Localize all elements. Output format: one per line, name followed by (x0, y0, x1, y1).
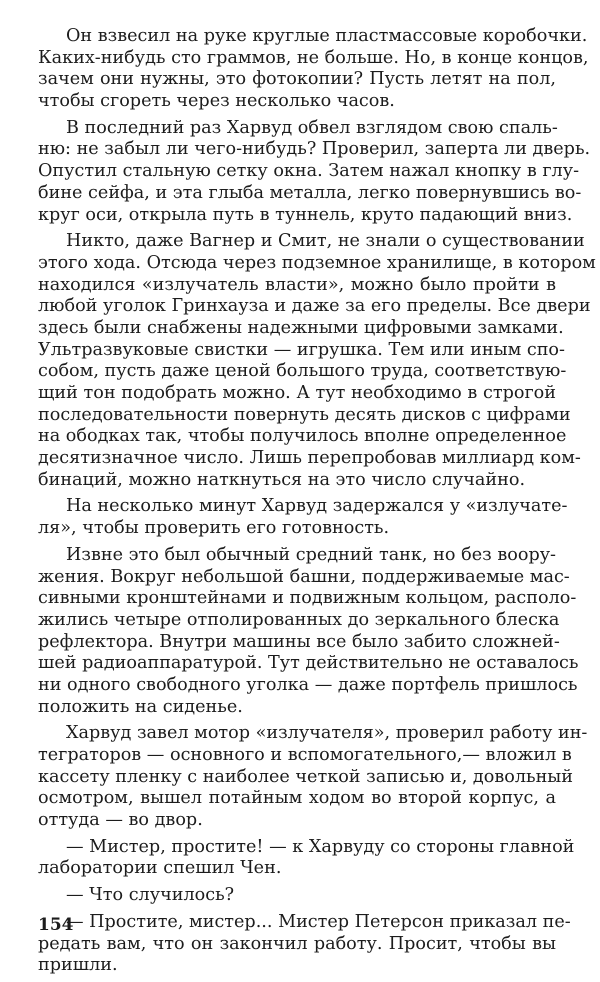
text-line: круг оси, открыла путь в туннель, круто падающий вниз. (38, 204, 573, 225)
text-line: Он взвесил на руке круглые пластмассовые коробочки. (66, 26, 588, 46)
paragraph (38, 885, 556, 907)
text-line: теграторов — основного и вспомогательного,— вложил в (38, 745, 572, 765)
text-line: редать вам, что он закончил работу. Просит, чтобы вы (38, 933, 556, 954)
text-line: на ободках так, чтобы получилось вполне определенное (38, 426, 567, 447)
text-line: В последний раз Харвуд обвел взглядом свою спаль- (66, 117, 558, 138)
text-line: собом, пусть даже ценой большого труда, соответствую- (38, 361, 567, 382)
text-line: сивными кронштейнами и подвижным кольцом, располо- (38, 588, 577, 609)
text-line: жения. Вокруг небольшой башни, поддерживаемые мас- (38, 566, 570, 587)
paragraph (38, 26, 589, 113)
text-line: бинаций, можно наткнуться на это число случайно. (38, 469, 526, 490)
paragraph (38, 723, 588, 831)
text-line: бине сейфа, и эта глыба металла, легко повернувшись во- (38, 182, 582, 203)
book-page-text (38, 26, 596, 982)
text-line: лаборатории спешил Чен. (38, 858, 282, 879)
paragraph (38, 544, 579, 719)
paragraph (38, 836, 575, 880)
text-line: Харвуд завел мотор «излучателя», проверил работу ин- (66, 723, 588, 744)
text-line: любой уголок Гринхауза и даже за его пределы. Все двери (38, 296, 591, 317)
text-line: На несколько минут Харвуд задержался у «излучате- (66, 496, 568, 517)
text-line: рефлектора. Внутри машины все было забито сложней- (38, 631, 560, 652)
text-line: — Мистер, простите! — к Харвуду со стороны главной (66, 836, 575, 857)
text-line: — Что случилось? (66, 885, 235, 906)
text-line: находился «излучатель власти», можно было пройти в (38, 274, 556, 295)
text-line: осмотром, вышел потайным ходом во второй корпус, а (38, 788, 556, 809)
text-line: ля», чтобы проверить его готовность. (38, 518, 390, 539)
text-line: Каких-нибудь сто граммов, не больше. Но, в конце концов, (38, 47, 589, 68)
text-line: последовательности повернуть десять дисков с цифрами (38, 404, 571, 425)
text-line: — Простите, мистер... Мистер Петерсон приказал пе- (66, 911, 571, 932)
text-line: шей радиоаппаратурой. Тут действительно не оставалось (38, 653, 579, 674)
text-line: положить на сиденье. (38, 696, 243, 717)
text-line: жились четыре отполированных до зеркального блеска (38, 609, 560, 630)
text-line: Опустил стальную сетку окна. Затем нажал кнопку в глу- (38, 161, 580, 182)
text-line: десятизначное число. Лишь перепробовав миллиард ком- (38, 448, 581, 469)
text-line: чтобы сгореть через несколько часов. (38, 91, 395, 112)
paragraph (38, 231, 596, 491)
text-line: Никто, даже Вагнер и Смит, не знали о существовании (66, 231, 585, 252)
paragraph (38, 911, 571, 977)
paragraph (38, 496, 568, 539)
text-line: пришли. (38, 955, 118, 976)
paragraph (38, 117, 591, 226)
text-line: кассету пленку с наиболее четкой записью и, довольный (38, 766, 574, 787)
text-line: ню: не забыл ли чего-нибудь? Проверил, заперта ли дверь. (38, 139, 591, 160)
text-line: Ультразвуковые свистки — игрушка. Тем или иным спо- (38, 339, 565, 360)
text-line: ни одного свободного уголка — даже портфель пришлось (38, 674, 578, 695)
text-line: оттуда — во двор. (38, 810, 203, 831)
text-line: зачем они нужны, это фотокопии? Пусть летят на пол, (38, 69, 556, 90)
text-line: щий тон подобрать можно. А тут необходимо в строгой (38, 383, 556, 403)
text-line: здесь были снабжены надежными цифровыми замками. (38, 317, 564, 338)
text-line: Извне это был обычный средний танк, но без воору- (66, 544, 556, 565)
page-number: 154 (38, 915, 74, 935)
text-line: этого хода. Отсюда через подземное хранилище, в котором (38, 252, 596, 273)
